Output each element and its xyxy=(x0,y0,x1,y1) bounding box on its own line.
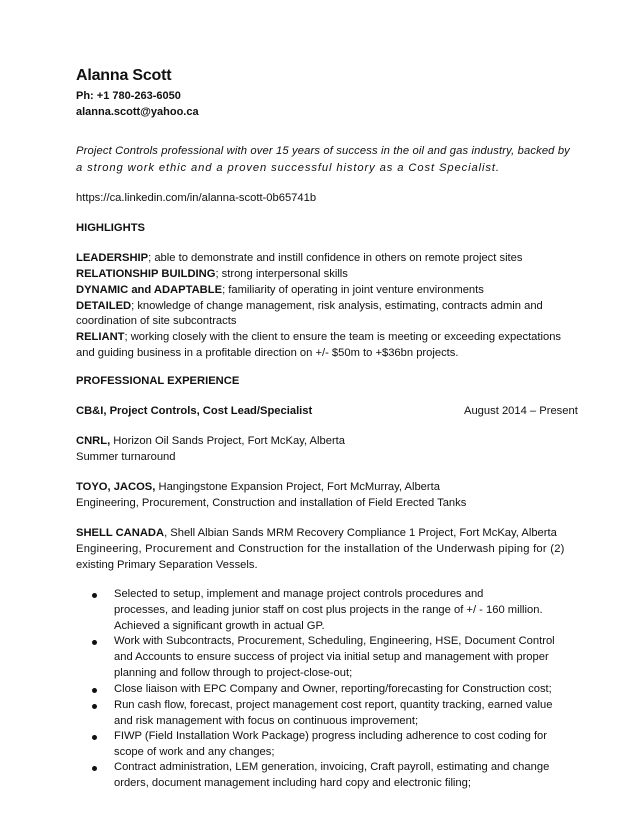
highlight-label: LEADERSHIP xyxy=(76,252,149,264)
highlight-reliant xyxy=(76,329,561,346)
project-detail: Hangingstone Expansion Project, Fort McMurray, Alberta xyxy=(155,481,440,493)
list-item-cont: Achieved a significant growth in actual GP. xyxy=(114,620,325,632)
job-dates: August 2014 – Present xyxy=(464,405,578,417)
highlights-heading: HIGHLIGHTS xyxy=(76,222,145,234)
candidate-name: Alanna Scott xyxy=(76,67,172,84)
list-item: Contract administration, LEM generation, invoicing, Craft payroll, estimating and change xyxy=(114,761,550,773)
job-title: CB&I, Project Controls, Cost Lead/Specialist xyxy=(76,405,313,417)
experience-heading: PROFESSIONAL EXPERIENCE xyxy=(76,375,240,387)
bullet-icon xyxy=(92,640,97,645)
bullet-icon xyxy=(92,593,97,598)
list-item-cont: and Accounts to ensure success of project via initial setup and management with proper xyxy=(114,651,549,663)
linkedin-link[interactable]: https://ca.linkedin.com/in/alanna-scott-0b65741b xyxy=(76,192,317,204)
highlight-detailed-cont xyxy=(76,313,236,330)
project-detail: Horizon Oil Sands Project, Fort McKay, Alberta xyxy=(110,435,346,447)
highlight-text: coordination of site subcontracts xyxy=(76,315,237,327)
summary-line-1: Project Controls professional with over 15 years of success in the oil and gas industry, backed by xyxy=(76,145,570,157)
highlight-relationship xyxy=(76,266,348,283)
highlight-label: RELATIONSHIP BUILDING xyxy=(76,268,216,280)
list-item-cont: processes, and leading junior staff on cost plus projects in the range of +/ - 160 million. xyxy=(114,604,543,616)
highlight-text: ; working closely with the client to ensure the team is meeting or exceeding expectations xyxy=(124,331,562,343)
highlight-text: ; familiarity of operating in joint venture environments xyxy=(222,284,484,296)
list-item: Work with Subcontracts, Procurement, Scheduling, Engineering, HSE, Document Control xyxy=(114,635,555,647)
project-shell-scope-2: existing Primary Separation Vessels. xyxy=(76,559,258,571)
list-item: Close liaison with EPC Company and Owner, reporting/forecasting for Construction cost; xyxy=(114,683,552,695)
highlight-label: RELIANT xyxy=(76,331,125,343)
project-toyo-scope: Engineering, Procurement, Construction and installation of Field Erected Tanks xyxy=(76,497,467,509)
bullet-icon xyxy=(92,704,97,709)
project-client: CNRL, xyxy=(76,435,111,447)
list-item-cont: orders, document management including hard copy and electronic filing; xyxy=(114,777,471,789)
highlight-dynamic xyxy=(76,282,484,299)
highlight-text: ; knowledge of change management, risk analysis, estimating, contracts admin and xyxy=(131,300,543,312)
project-detail: , Shell Albian Sands MRM Recovery Compliance 1 Project, Fort McKay, Alberta xyxy=(164,527,557,539)
highlight-text: ; strong interpersonal skills xyxy=(215,268,348,280)
project-cnrl-scope: Summer turnaround xyxy=(76,451,176,463)
project-toyo xyxy=(76,479,440,496)
list-item: Run cash flow, forecast, project management cost report, quantity tracking, earned value xyxy=(114,699,553,711)
bullet-icon xyxy=(92,688,97,693)
bullet-icon xyxy=(92,766,97,771)
email-address: alanna.scott@yahoo.ca xyxy=(76,106,199,118)
highlight-label: DYNAMIC and ADAPTABLE xyxy=(76,284,223,296)
project-cnrl xyxy=(76,433,345,450)
list-item: Selected to setup, implement and manage project controls procedures and xyxy=(114,588,484,600)
bullet-icon xyxy=(92,735,97,740)
list-item-cont: planning and follow through to project-close-out; xyxy=(114,667,353,679)
project-shell xyxy=(76,525,557,542)
list-item: FIWP (Field Installation Work Package) progress including adherence to cost coding for xyxy=(114,730,548,742)
list-item-cont: and risk management with focus on continuous improvement; xyxy=(114,715,419,727)
summary-line-2: a strong work ethic and a proven successful history as a Cost Specialist. xyxy=(76,162,500,174)
phone-number: Ph: +1 780-263-6050 xyxy=(76,90,181,102)
highlight-text: and guiding business in a profitable direction on +/- $50m to +$36bn projects. xyxy=(76,347,459,359)
highlight-text: ; able to demonstrate and instill confidence in others on remote project sites xyxy=(148,252,523,264)
highlight-reliant-cont xyxy=(76,345,459,362)
highlight-leadership xyxy=(76,250,522,267)
project-shell-scope-1: Engineering, Procurement and Construction for the installation of the Underwash piping for (2) xyxy=(76,543,565,555)
highlight-label: DETAILED xyxy=(76,300,132,312)
project-client: TOYO, JACOS, xyxy=(76,481,156,493)
list-item-cont: scope of work and any changes; xyxy=(114,746,275,758)
project-client: SHELL CANADA xyxy=(76,527,165,539)
